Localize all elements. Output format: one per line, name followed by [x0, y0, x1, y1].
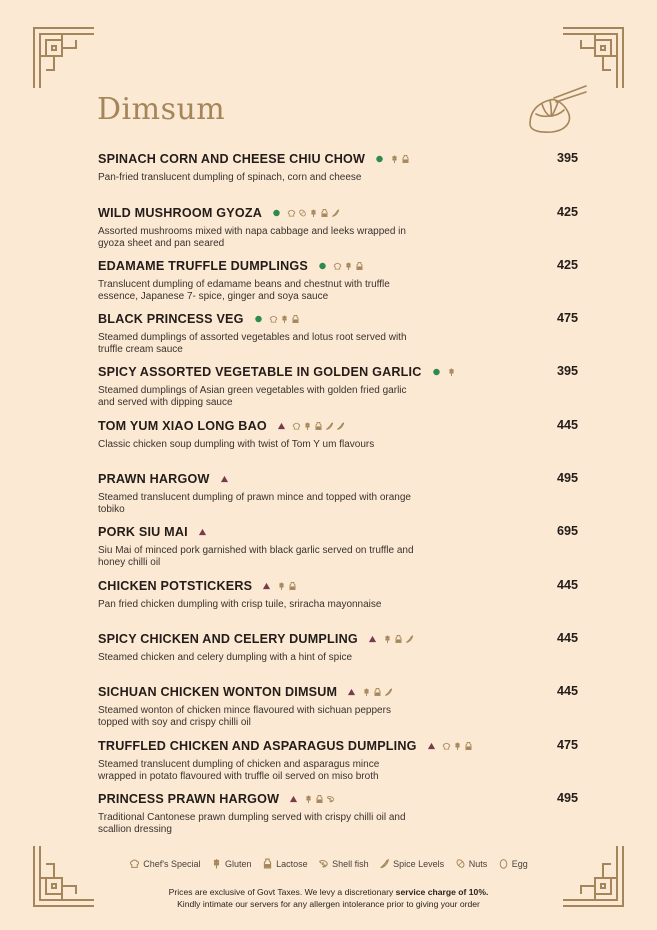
nonveg-triangle — [262, 581, 271, 591]
item-name: CHICKEN POTSTICKERS — [98, 579, 253, 593]
menu-item — [98, 418, 578, 451]
item-description: Steamed dumplings of Asian green vegetables with golden fried garlic and served with dipping sauce — [98, 385, 407, 408]
item-description: Steamed translucent dumpling of prawn mince and topped with orange tobiko — [98, 492, 411, 515]
item-description: Traditional Cantonese prawn dumpling served with crispy chilli oil and scallion dressing — [98, 812, 406, 835]
item-name: PRAWN HARGOW — [98, 472, 210, 486]
chef-icon — [333, 261, 342, 271]
menu-item — [98, 311, 578, 356]
item-price: 445 — [556, 418, 578, 432]
menu-item — [98, 524, 578, 569]
menu-item — [98, 364, 578, 409]
lactose-icon — [464, 741, 473, 751]
tax-note — [0, 886, 657, 898]
dimsum-chopsticks-icon — [524, 84, 588, 138]
dietary-tags — [262, 581, 297, 591]
item-name: PORK SIU MAI — [98, 525, 188, 539]
dietary-tags — [318, 261, 364, 271]
nonveg-triangle — [277, 421, 286, 431]
item-name: BLACK PRINCESS VEG — [98, 312, 244, 326]
lactose-icon — [401, 154, 410, 164]
gluten-icon — [309, 208, 318, 218]
dietary-tags — [375, 154, 410, 164]
dietary-tags — [347, 687, 393, 697]
legend-label: Shell fish — [332, 858, 369, 869]
lactose-icon — [320, 208, 329, 218]
menu-item — [98, 738, 578, 783]
veg-dot — [375, 154, 384, 164]
nonveg-triangle — [368, 634, 377, 644]
menu-item — [98, 684, 578, 729]
service-charge-text: service charge of 10%. — [395, 887, 489, 897]
item-price: 395 — [556, 151, 578, 165]
lattice-ornament-icon — [561, 26, 625, 90]
item-description: Translucent dumpling of edamame beans and chestnut with truffle essence, Japanese 7- spice, ginger and soya sauce — [98, 279, 390, 302]
lactose-icon — [314, 421, 323, 431]
gluten-icon — [453, 741, 462, 751]
legend-item — [379, 858, 444, 869]
menu-item — [98, 631, 578, 664]
item-price: 425 — [556, 205, 578, 219]
gluten-icon — [383, 634, 392, 644]
dietary-tags — [198, 527, 211, 537]
chef-icon — [129, 858, 140, 869]
lactose-icon — [394, 634, 403, 644]
item-description: Steamed wonton of chicken mince flavoured with sichuan peppers topped with soy and crispy chilli oil — [98, 705, 391, 728]
dietary-tags — [432, 367, 456, 377]
menu-item — [98, 471, 578, 516]
lactose-icon — [315, 794, 324, 804]
item-price: 395 — [556, 364, 578, 378]
item-description: Pan fried chicken dumpling with crisp tuile, sriracha mayonnaise — [98, 599, 382, 610]
item-price: 695 — [556, 524, 578, 538]
item-name: SPICY CHICKEN AND CELERY DUMPLING — [98, 632, 358, 646]
item-description: Assorted mushrooms mixed with napa cabbage and leeks wrapped in gyoza sheet and pan seared — [98, 226, 406, 249]
item-description: Classic chicken soup dumpling with twist of Tom Y um flavours — [98, 439, 375, 450]
legend-label: Lactose — [276, 858, 308, 869]
chef-icon — [287, 208, 296, 218]
item-name: SICHUAN CHICKEN WONTON DIMSUM — [98, 685, 338, 699]
chilli-icon — [331, 208, 340, 218]
chilli-icon — [384, 687, 393, 697]
item-price: 495 — [556, 791, 578, 805]
lactose-icon — [355, 261, 364, 271]
veg-dot — [318, 261, 327, 271]
gluten-icon — [277, 581, 286, 591]
gluten-icon — [344, 261, 353, 271]
chef-icon — [292, 421, 301, 431]
lactose-icon — [291, 314, 300, 324]
item-name: TOM YUM XIAO LONG BAO — [98, 419, 267, 433]
dietary-tags — [272, 208, 340, 218]
lactose-icon — [288, 581, 297, 591]
allergen-note: Kindly intimate our servers for any allergen intolerance prior to giving your order — [177, 899, 480, 909]
item-price: 445 — [556, 578, 578, 592]
menu-item — [98, 151, 578, 184]
legend-item — [498, 858, 528, 869]
item-price: 475 — [556, 311, 578, 325]
item-description: Steamed translucent dumpling of chicken and asparagus mince wrapped in potato flavoured with truffle oil served on miso broth — [98, 759, 380, 782]
corner-ornament-top-right — [561, 26, 625, 90]
legend-label: Egg — [511, 858, 528, 869]
gluten-icon — [447, 367, 456, 377]
legend-item — [129, 858, 200, 869]
item-description: Steamed dumplings of assorted vegetables and lotus root served with truffle cream sauce — [98, 332, 407, 355]
dietary-tags — [254, 314, 300, 324]
nuts-icon — [455, 858, 466, 869]
veg-dot — [432, 367, 441, 377]
dietary-tags — [427, 741, 473, 751]
lactose-icon — [373, 687, 382, 697]
item-name: PRINCESS PRAWN HARGOW — [98, 792, 280, 806]
lattice-ornament-icon — [32, 26, 96, 90]
footer-note — [0, 886, 657, 910]
veg-dot — [254, 314, 263, 324]
item-name: TRUFFLED CHICKEN AND ASPARAGUS DUMPLING — [98, 739, 417, 753]
page-title: Dimsum — [97, 92, 226, 127]
legend-label: Gluten — [225, 858, 252, 869]
menu-item — [98, 258, 578, 303]
nonveg-triangle — [289, 794, 298, 804]
legend-item — [211, 858, 252, 869]
item-name: EDAMAME TRUFFLE DUMPLINGS — [98, 259, 308, 273]
menu-item — [98, 578, 578, 611]
nonveg-triangle — [427, 741, 436, 751]
gluten-icon — [280, 314, 289, 324]
legend-item — [318, 858, 369, 869]
allergen-legend — [0, 858, 657, 871]
chilli-icon — [405, 634, 414, 644]
item-description: Pan-fried translucent dumpling of spinach, corn and cheese — [98, 172, 362, 183]
chilli-icon — [325, 421, 334, 431]
item-name: SPINACH CORN AND CHEESE CHIU CHOW — [98, 152, 366, 166]
chef-icon — [269, 314, 278, 324]
legend-item — [262, 858, 308, 869]
legend-item — [455, 858, 488, 869]
legend-label: Chef's Special — [143, 858, 201, 869]
gluten-icon — [362, 687, 371, 697]
dietary-tags — [277, 421, 345, 431]
item-price: 475 — [556, 738, 578, 752]
dietary-tags — [289, 794, 335, 804]
chilli-icon — [336, 421, 345, 431]
veg-dot — [272, 208, 281, 218]
chilli-icon — [379, 858, 390, 869]
menu-item — [98, 791, 578, 836]
item-price: 445 — [556, 684, 578, 698]
item-description: Siu Mai of minced pork garnished with black garlic served on truffle and honey chilli oil — [98, 545, 414, 568]
item-price: 425 — [556, 258, 578, 272]
dietary-tags — [368, 634, 414, 644]
gluten-icon — [211, 858, 222, 869]
nonveg-triangle — [347, 687, 356, 697]
chef-icon — [442, 741, 451, 751]
item-price: 445 — [556, 631, 578, 645]
gluten-icon — [304, 794, 313, 804]
corner-ornament-top-left — [32, 26, 96, 90]
item-description: Steamed chicken and celery dumpling with a hint of spice — [98, 652, 353, 663]
legend-label: Nuts — [468, 858, 488, 869]
shellfish-icon — [318, 858, 329, 869]
lactose-icon — [262, 858, 273, 869]
dietary-tags — [220, 474, 233, 484]
nonveg-triangle — [198, 527, 207, 537]
gluten-icon — [303, 421, 312, 431]
item-name: WILD MUSHROOM GYOZA — [98, 206, 263, 220]
menu-item — [98, 205, 578, 250]
nonveg-triangle — [220, 474, 229, 484]
gluten-icon — [390, 154, 399, 164]
shellfish-icon — [326, 794, 335, 804]
item-price: 495 — [556, 471, 578, 485]
legend-label: Spice Levels — [393, 858, 445, 869]
item-name: SPICY ASSORTED VEGETABLE IN GOLDEN GARLIC — [98, 365, 422, 379]
nuts-icon — [298, 208, 307, 218]
egg-icon — [498, 858, 509, 869]
tax-note-text: Prices are exclusive of Govt Taxes. We levy a discretionary — [168, 887, 396, 897]
